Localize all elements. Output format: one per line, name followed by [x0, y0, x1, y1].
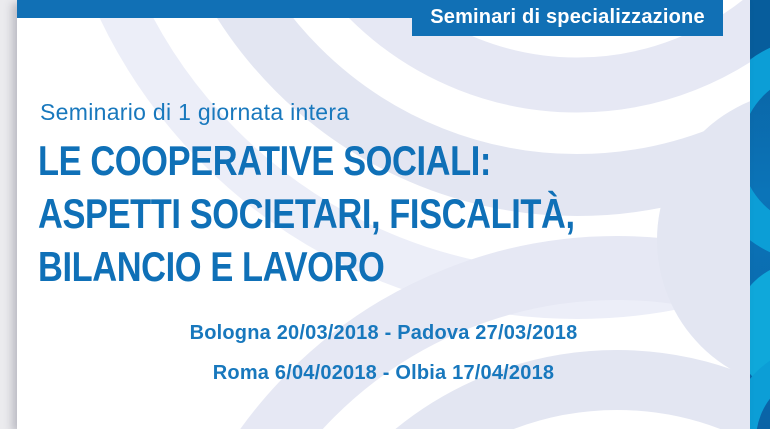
series-banner — [412, 0, 723, 36]
series-banner-label: Seminari di specializzazione — [430, 5, 705, 28]
title-line-1: LE COOPERATIVE SOCIALI: — [38, 137, 491, 184]
title-line-3: BILANCIO E LAVORO — [38, 243, 385, 290]
dates-line-1: Bologna 20/03/2018 - Padova 27/03/2018 — [189, 322, 578, 344]
content-card — [17, 0, 750, 429]
seminar-kicker: Seminario di 1 giornata intera — [40, 99, 350, 125]
dates-line-2: Roma 6/04/02018 - Olbia 17/04/2018 — [212, 362, 555, 384]
seminar-title — [38, 134, 575, 293]
brand-stripe-graphic — [750, 0, 770, 429]
title-line-2: ASPETTI SOCIETARI, FISCALITÀ, — [38, 190, 575, 237]
